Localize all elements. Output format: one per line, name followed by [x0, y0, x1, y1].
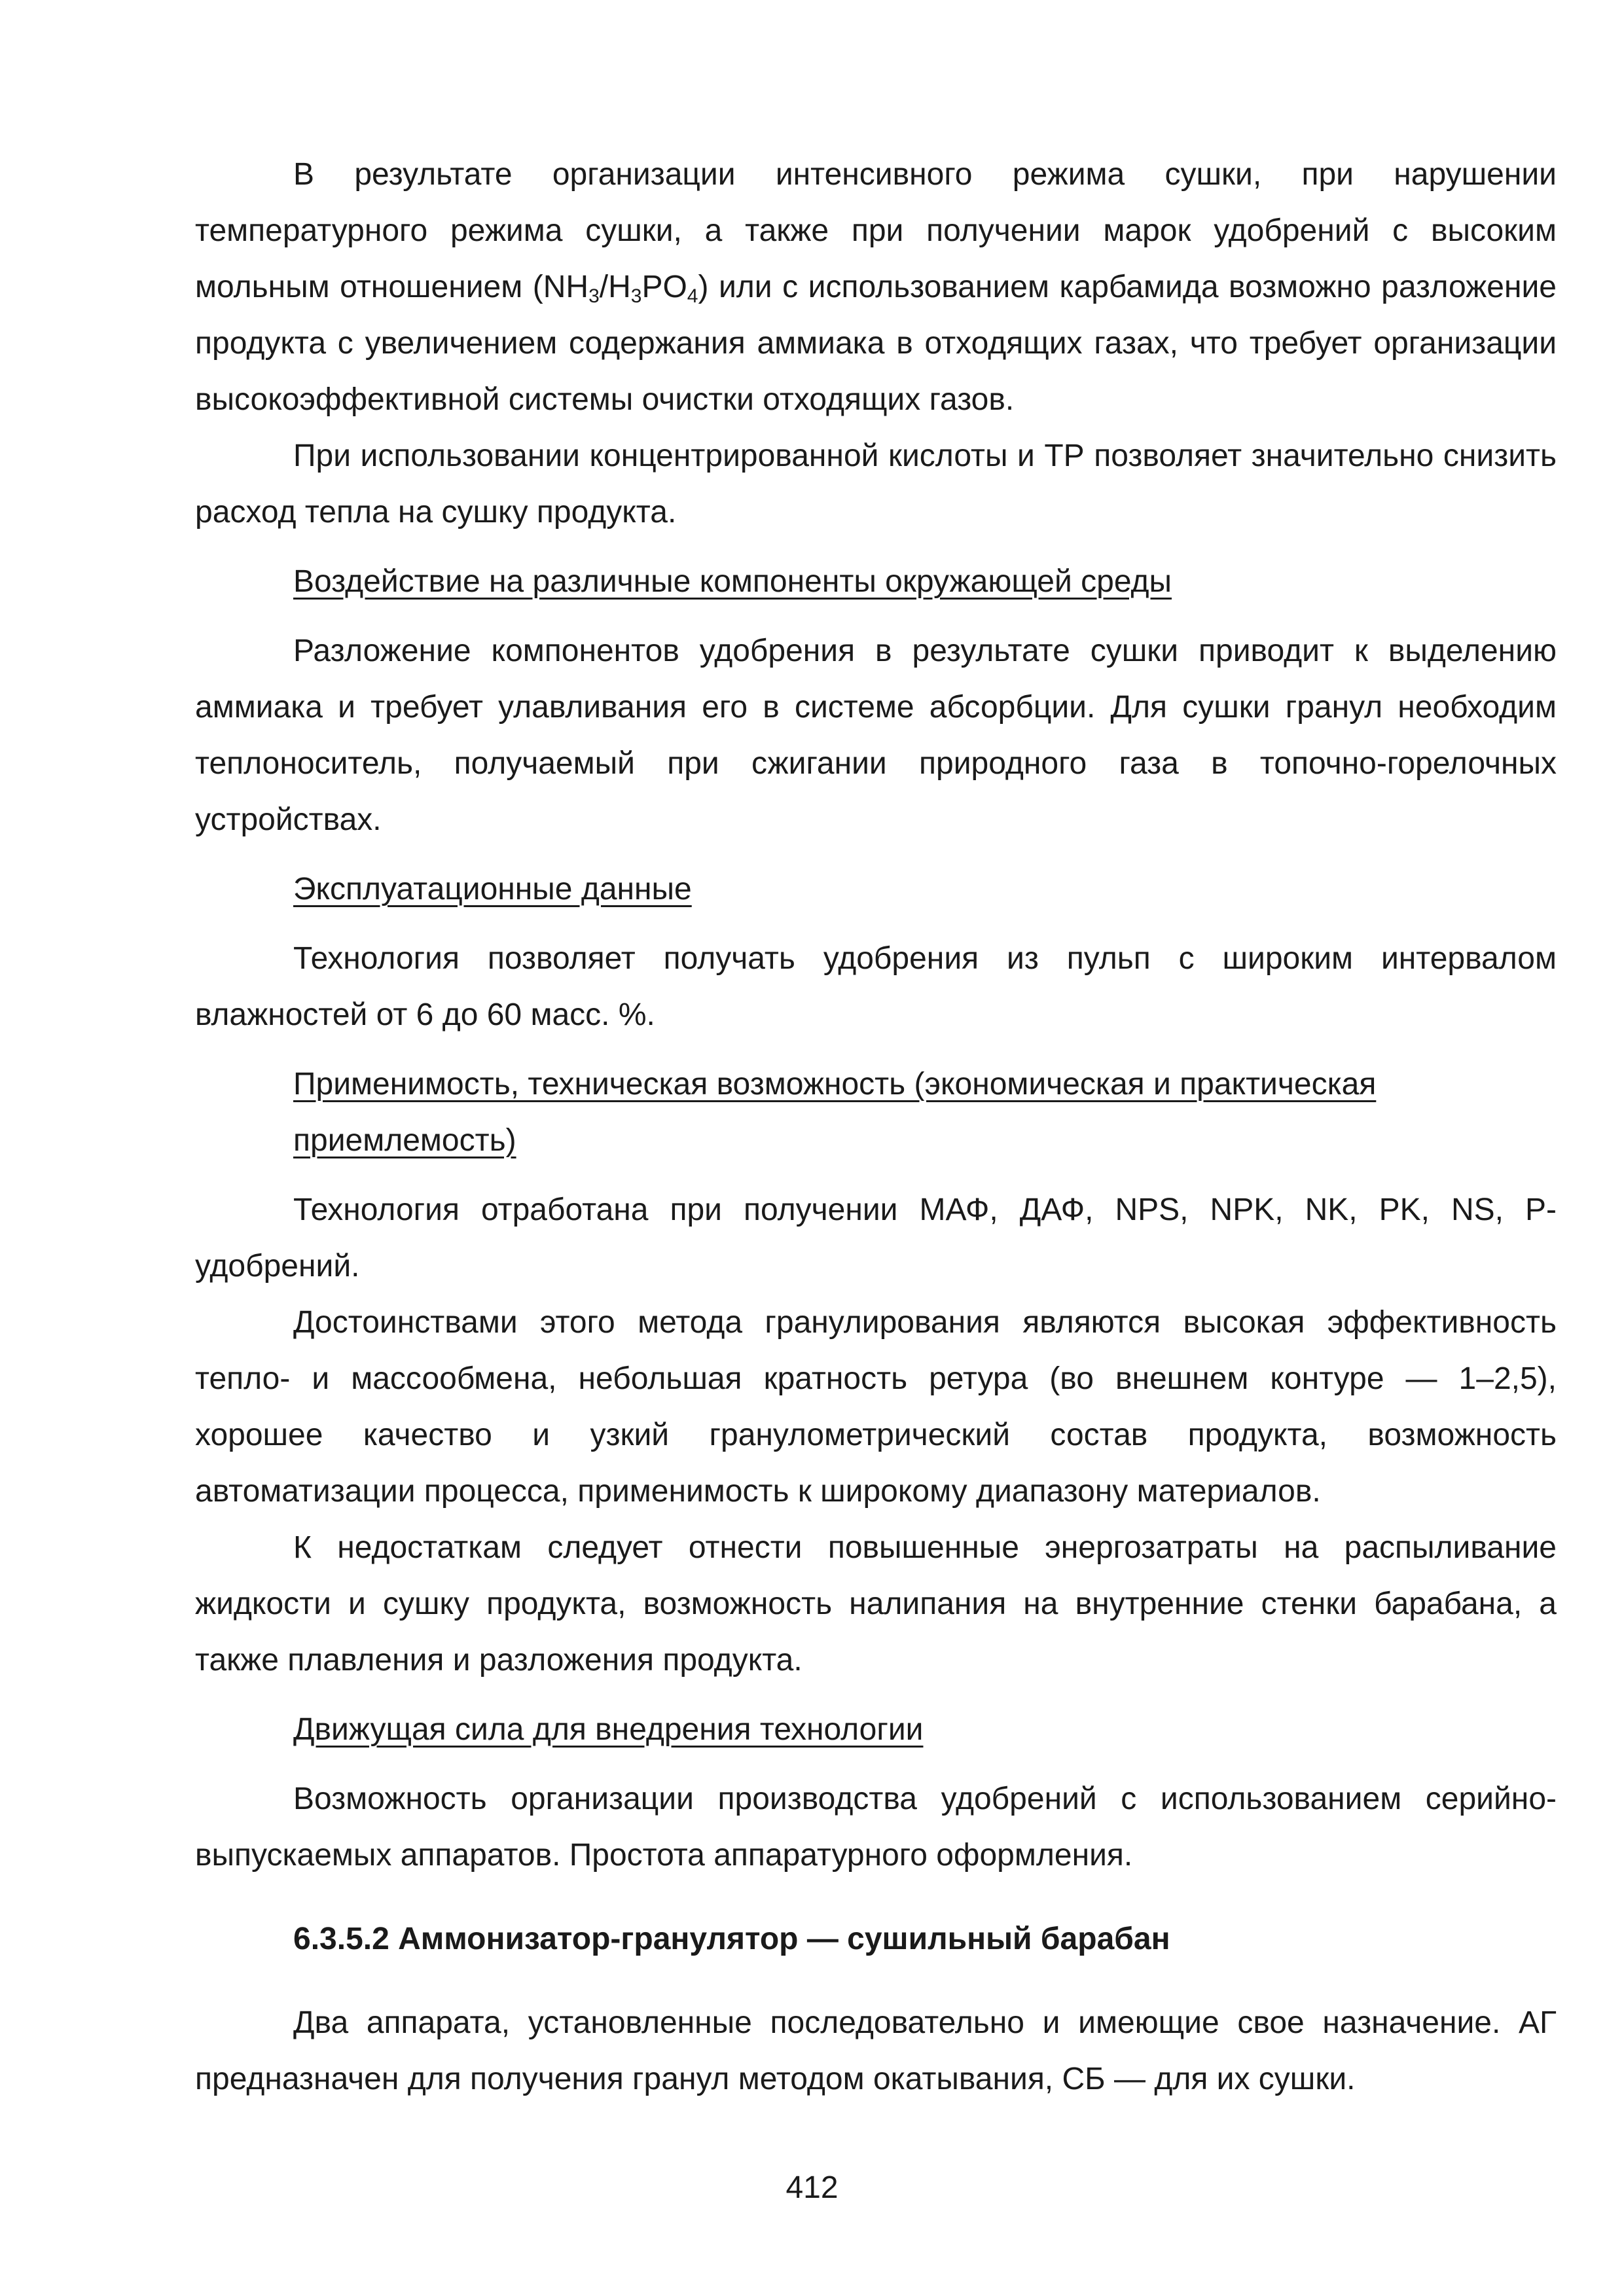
paragraph-drying-decomposition — [195, 147, 1557, 428]
paragraph-two-apparatus: Два аппарата, установленные последовательно и имеющие свое назначение. АГ предназначен для получения гранул методом окатывания, СБ — для их сушки. — [195, 2005, 1557, 2096]
paragraph-decomposition-components: Разложение компонентов удобрения в результате сушки приводит к выделению аммиака и требует улавливания его в системе абсорбции. Для сушки гранул необходим теплоноситель, получаемый при сжигании природного газа в топочно-горелочных устройствах. — [195, 634, 1557, 837]
page-number: 412 — [785, 2170, 839, 2205]
heading-environment-impact: Воздействие на различные компоненты окружающей среды — [293, 564, 1172, 599]
paragraph-text: ) или с использованием карбамида возможно разложение продукта с увеличением содержания аммиака в отходящих газах, что требует организации высокоэффективной системы очистки отходящих газов. — [195, 270, 1557, 417]
paragraph-text: PO — [641, 270, 687, 304]
heading-operational-data: Эксплуатационные данные — [293, 872, 692, 906]
heading-applicability: Применимость, техническая возможность (экономическая и практическая приемлемость) — [293, 1067, 1377, 1158]
paragraph-humidity-range: Технология позволяет получать удобрения из пульп с широким интервалом влажностей от 6 до 60 масс. %. — [195, 941, 1557, 1032]
subscript: 3 — [588, 285, 600, 307]
paragraph-text: /H — [599, 270, 631, 304]
section-title: 6.3.5.2 Аммонизатор-гранулятор — сушильный барабан — [293, 1922, 1170, 1956]
subscript: 3 — [630, 285, 642, 307]
heading-driving-force: Движущая сила для внедрения технологии — [293, 1712, 924, 1747]
paragraph-concentrated-acid: При использовании концентрированной кислоты и ТР позволяет значительно снизить расход тепла на сушку продукта. — [195, 439, 1557, 529]
paragraph-text: В результате организации интенсивного режима сушки, при нарушении температурного режима сушки, а также при получении марок удобрений с высоким мольным отношением (NH — [195, 157, 1557, 304]
paragraph-serial-apparatus: Возможность организации производства удобрений с использованием серийно-выпускаемых аппаратов. Простота аппаратурного оформления. — [195, 1782, 1557, 1873]
paragraph-fertilizer-types: Технология отработана при получении МАФ, ДАФ, NPS, NPK, NK, PK, NS, P-удобрений. — [195, 1193, 1557, 1283]
subscript: 4 — [687, 285, 698, 307]
document-page — [195, 147, 1557, 2108]
paragraph-disadvantages: К недостаткам следует отнести повышенные энергозатраты на распыливание жидкости и сушку продукта, возможность налипания на внутренние стенки барабана, а также плавления и разложения продукта. — [195, 1530, 1557, 1677]
paragraph-advantages: Достоинствами этого метода гранулирования являются высокая эффективность тепло- и массообмена, небольшая кратность ретура (во внешнем контуре — 1–2,5), хорошее качество и узкий гранулометрический состав продукта, возможность автоматизации процесса, применимость к широкому диапазону материалов. — [195, 1305, 1557, 1509]
